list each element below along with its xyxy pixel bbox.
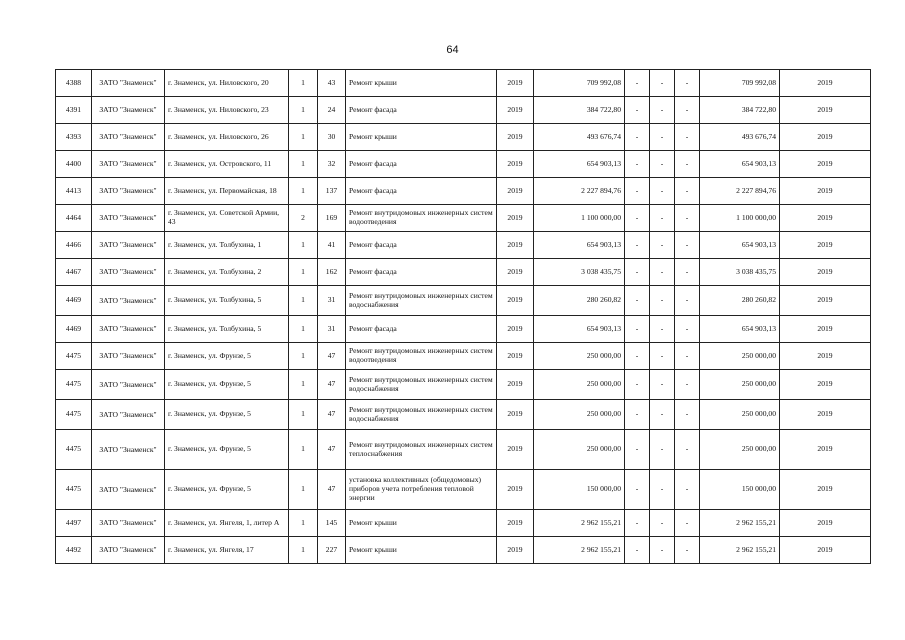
cell-dash-3: - <box>675 286 700 316</box>
plan-year: 2019 <box>497 97 534 124</box>
total-cost: 280 260,82 <box>700 286 780 316</box>
work-cost: 280 260,82 <box>534 286 625 316</box>
repair-year: 2019 <box>780 510 871 537</box>
cell-dash-3: - <box>675 232 700 259</box>
cell-dash-3: - <box>675 178 700 205</box>
row-number: 4469 <box>56 316 92 343</box>
table-row <box>56 97 871 124</box>
cell-dash-1: - <box>625 232 650 259</box>
municipality: ЗАТО "Знаменск" <box>92 232 165 259</box>
total-cost: 709 992,08 <box>700 70 780 97</box>
table-row <box>56 286 871 316</box>
work-type: Ремонт фасада <box>346 151 497 178</box>
table-row <box>56 232 871 259</box>
cell-dash-2: - <box>650 97 675 124</box>
cell-dash-3: - <box>675 343 700 370</box>
cell-dash-2: - <box>650 151 675 178</box>
repair-year: 2019 <box>780 286 871 316</box>
cell-dash-1: - <box>625 510 650 537</box>
work-type: установка коллективных (общедомовых) приборов учета потребления тепловой энергии <box>346 470 497 510</box>
municipality: ЗАТО "Знаменск" <box>92 470 165 510</box>
cell-dash-1: - <box>625 259 650 286</box>
repair-program-table <box>55 69 871 564</box>
repair-year: 2019 <box>780 70 871 97</box>
cell-dash-2: - <box>650 400 675 430</box>
table-row <box>56 510 871 537</box>
cell-dash-1: - <box>625 124 650 151</box>
page-number: 64 <box>446 44 459 56</box>
municipality: ЗАТО "Знаменск" <box>92 205 165 232</box>
row-number: 4469 <box>56 286 92 316</box>
address: г. Знаменск, ул. Янгеля, 1, литер А <box>165 510 289 537</box>
house-count: 1 <box>289 343 318 370</box>
row-number: 4413 <box>56 178 92 205</box>
address: г. Знаменск, ул. Фрунзе, 5 <box>165 343 289 370</box>
total-cost: 250 000,00 <box>700 400 780 430</box>
table-row <box>56 537 871 564</box>
address: г. Знаменск, ул. Первомайская, 18 <box>165 178 289 205</box>
plan-year: 2019 <box>497 178 534 205</box>
repair-year: 2019 <box>780 124 871 151</box>
work-type: Ремонт крыши <box>346 510 497 537</box>
cell-dash-3: - <box>675 124 700 151</box>
work-type: Ремонт фасада <box>346 178 497 205</box>
plan-year: 2019 <box>497 510 534 537</box>
row-number: 4475 <box>56 470 92 510</box>
work-cost: 2 962 155,21 <box>534 537 625 564</box>
municipality: ЗАТО "Знаменск" <box>92 259 165 286</box>
work-type: Ремонт фасада <box>346 316 497 343</box>
work-cost: 2 962 155,21 <box>534 510 625 537</box>
municipality: ЗАТО "Знаменск" <box>92 343 165 370</box>
table-row <box>56 151 871 178</box>
work-type: Ремонт крыши <box>346 124 497 151</box>
address: г. Знаменск, ул. Толбухина, 2 <box>165 259 289 286</box>
total-cost: 654 903,13 <box>700 232 780 259</box>
row-number: 4391 <box>56 97 92 124</box>
table-body <box>56 70 871 564</box>
apartment-count: 162 <box>318 259 346 286</box>
work-type: Ремонт внутридомовых инженерных систем водоснабжения <box>346 370 497 400</box>
cell-dash-1: - <box>625 470 650 510</box>
address: г. Знаменск, ул. Толбухина, 5 <box>165 286 289 316</box>
work-cost: 250 000,00 <box>534 343 625 370</box>
cell-dash-3: - <box>675 259 700 286</box>
repair-year: 2019 <box>780 151 871 178</box>
address: г. Знаменск, ул. Янгеля, 17 <box>165 537 289 564</box>
total-cost: 2 962 155,21 <box>700 537 780 564</box>
house-count: 1 <box>289 124 318 151</box>
cell-dash-2: - <box>650 70 675 97</box>
municipality: ЗАТО "Знаменск" <box>92 400 165 430</box>
cell-dash-3: - <box>675 510 700 537</box>
cell-dash-3: - <box>675 400 700 430</box>
total-cost: 654 903,13 <box>700 316 780 343</box>
plan-year: 2019 <box>497 343 534 370</box>
plan-year: 2019 <box>497 537 534 564</box>
house-count: 1 <box>289 430 318 470</box>
total-cost: 384 722,80 <box>700 97 780 124</box>
row-number: 4464 <box>56 205 92 232</box>
repair-year: 2019 <box>780 470 871 510</box>
cell-dash-1: - <box>625 343 650 370</box>
house-count: 1 <box>289 470 318 510</box>
address: г. Знаменск, ул. Толбухина, 5 <box>165 316 289 343</box>
row-number: 4492 <box>56 537 92 564</box>
work-cost: 1 100 000,00 <box>534 205 625 232</box>
house-count: 1 <box>289 70 318 97</box>
cell-dash-3: - <box>675 370 700 400</box>
municipality: ЗАТО "Знаменск" <box>92 286 165 316</box>
work-cost: 250 000,00 <box>534 370 625 400</box>
cell-dash-1: - <box>625 430 650 470</box>
row-number: 4475 <box>56 400 92 430</box>
cell-dash-1: - <box>625 370 650 400</box>
table-row <box>56 430 871 470</box>
apartment-count: 47 <box>318 343 346 370</box>
work-type: Ремонт внутридомовых инженерных систем теплоснабжения <box>346 430 497 470</box>
house-count: 2 <box>289 205 318 232</box>
cell-dash-3: - <box>675 70 700 97</box>
cell-dash-3: - <box>675 205 700 232</box>
cell-dash-2: - <box>650 205 675 232</box>
house-count: 1 <box>289 97 318 124</box>
table-row <box>56 124 871 151</box>
municipality: ЗАТО "Знаменск" <box>92 316 165 343</box>
work-cost: 3 038 435,75 <box>534 259 625 286</box>
house-count: 1 <box>289 286 318 316</box>
table-row <box>56 70 871 97</box>
house-count: 1 <box>289 510 318 537</box>
repair-year: 2019 <box>780 97 871 124</box>
row-number: 4475 <box>56 430 92 470</box>
row-number: 4475 <box>56 343 92 370</box>
plan-year: 2019 <box>497 316 534 343</box>
municipality: ЗАТО "Знаменск" <box>92 97 165 124</box>
work-type: Ремонт фасада <box>346 232 497 259</box>
address: г. Знаменск, ул. Толбухина, 1 <box>165 232 289 259</box>
house-count: 1 <box>289 178 318 205</box>
apartment-count: 169 <box>318 205 346 232</box>
house-count: 1 <box>289 400 318 430</box>
cell-dash-3: - <box>675 151 700 178</box>
cell-dash-2: - <box>650 178 675 205</box>
address: г. Знаменск, ул. Фрунзе, 5 <box>165 400 289 430</box>
cell-dash-3: - <box>675 430 700 470</box>
total-cost: 3 038 435,75 <box>700 259 780 286</box>
work-cost: 654 903,13 <box>534 232 625 259</box>
repair-year: 2019 <box>780 370 871 400</box>
cell-dash-3: - <box>675 470 700 510</box>
total-cost: 493 676,74 <box>700 124 780 151</box>
house-count: 1 <box>289 259 318 286</box>
apartment-count: 47 <box>318 400 346 430</box>
work-cost: 150 000,00 <box>534 470 625 510</box>
work-cost: 250 000,00 <box>534 430 625 470</box>
cell-dash-1: - <box>625 537 650 564</box>
row-number: 4388 <box>56 70 92 97</box>
plan-year: 2019 <box>497 286 534 316</box>
cell-dash-3: - <box>675 97 700 124</box>
plan-year: 2019 <box>497 370 534 400</box>
repair-year: 2019 <box>780 232 871 259</box>
municipality: ЗАТО "Знаменск" <box>92 70 165 97</box>
repair-year: 2019 <box>780 343 871 370</box>
repair-year: 2019 <box>780 178 871 205</box>
table-row <box>56 316 871 343</box>
row-number: 4466 <box>56 232 92 259</box>
plan-year: 2019 <box>497 70 534 97</box>
repair-year: 2019 <box>780 205 871 232</box>
house-count: 1 <box>289 537 318 564</box>
apartment-count: 47 <box>318 430 346 470</box>
plan-year: 2019 <box>497 205 534 232</box>
apartment-count: 30 <box>318 124 346 151</box>
municipality: ЗАТО "Знаменск" <box>92 537 165 564</box>
apartment-count: 31 <box>318 286 346 316</box>
row-number: 4400 <box>56 151 92 178</box>
total-cost: 250 000,00 <box>700 370 780 400</box>
municipality: ЗАТО "Знаменск" <box>92 510 165 537</box>
work-cost: 2 227 894,76 <box>534 178 625 205</box>
cell-dash-1: - <box>625 178 650 205</box>
table-row <box>56 370 871 400</box>
address: г. Знаменск, ул. Фрунзе, 5 <box>165 430 289 470</box>
house-count: 1 <box>289 316 318 343</box>
plan-year: 2019 <box>497 232 534 259</box>
address: г. Знаменск, ул. Фрунзе, 5 <box>165 470 289 510</box>
work-type: Ремонт фасада <box>346 97 497 124</box>
total-cost: 654 903,13 <box>700 151 780 178</box>
table-row <box>56 400 871 430</box>
apartment-count: 31 <box>318 316 346 343</box>
address: г. Знаменск, ул. Ниловского, 26 <box>165 124 289 151</box>
repair-year: 2019 <box>780 400 871 430</box>
cell-dash-2: - <box>650 259 675 286</box>
row-number: 4497 <box>56 510 92 537</box>
apartment-count: 227 <box>318 537 346 564</box>
municipality: ЗАТО "Знаменск" <box>92 151 165 178</box>
cell-dash-2: - <box>650 286 675 316</box>
total-cost: 250 000,00 <box>700 430 780 470</box>
work-cost: 654 903,13 <box>534 151 625 178</box>
repair-year: 2019 <box>780 537 871 564</box>
cell-dash-2: - <box>650 510 675 537</box>
address: г. Знаменск, ул. Ниловского, 20 <box>165 70 289 97</box>
house-count: 1 <box>289 151 318 178</box>
apartment-count: 137 <box>318 178 346 205</box>
municipality: ЗАТО "Знаменск" <box>92 370 165 400</box>
cell-dash-2: - <box>650 537 675 564</box>
work-cost: 709 992,08 <box>534 70 625 97</box>
row-number: 4393 <box>56 124 92 151</box>
table-row <box>56 259 871 286</box>
plan-year: 2019 <box>497 259 534 286</box>
row-number: 4467 <box>56 259 92 286</box>
repair-year: 2019 <box>780 316 871 343</box>
cell-dash-1: - <box>625 97 650 124</box>
cell-dash-1: - <box>625 205 650 232</box>
apartment-count: 47 <box>318 470 346 510</box>
work-cost: 654 903,13 <box>534 316 625 343</box>
apartment-count: 32 <box>318 151 346 178</box>
row-number: 4475 <box>56 370 92 400</box>
plan-year: 2019 <box>497 124 534 151</box>
work-type: Ремонт внутридомовых инженерных систем водоснабжения <box>346 400 497 430</box>
table-row <box>56 205 871 232</box>
plan-year: 2019 <box>497 430 534 470</box>
cell-dash-2: - <box>650 124 675 151</box>
work-type: Ремонт внутридомовых инженерных систем водоотведения <box>346 205 497 232</box>
plan-year: 2019 <box>497 470 534 510</box>
house-count: 1 <box>289 232 318 259</box>
cell-dash-1: - <box>625 400 650 430</box>
repair-year: 2019 <box>780 430 871 470</box>
cell-dash-3: - <box>675 537 700 564</box>
repair-year: 2019 <box>780 259 871 286</box>
municipality: ЗАТО "Знаменск" <box>92 430 165 470</box>
municipality: ЗАТО "Знаменск" <box>92 124 165 151</box>
cell-dash-2: - <box>650 316 675 343</box>
cell-dash-2: - <box>650 232 675 259</box>
cell-dash-1: - <box>625 70 650 97</box>
total-cost: 150 000,00 <box>700 470 780 510</box>
plan-year: 2019 <box>497 400 534 430</box>
work-type: Ремонт фасада <box>346 259 497 286</box>
apartment-count: 41 <box>318 232 346 259</box>
cell-dash-1: - <box>625 316 650 343</box>
apartment-count: 43 <box>318 70 346 97</box>
cell-dash-3: - <box>675 316 700 343</box>
total-cost: 250 000,00 <box>700 343 780 370</box>
table-row <box>56 343 871 370</box>
house-count: 1 <box>289 370 318 400</box>
table-row <box>56 470 871 510</box>
cell-dash-2: - <box>650 343 675 370</box>
work-type: Ремонт внутридомовых инженерных систем водоснабжения <box>346 286 497 316</box>
address: г. Знаменск, ул. Фрунзе, 5 <box>165 370 289 400</box>
address: г. Знаменск, ул. Островского, 11 <box>165 151 289 178</box>
cell-dash-2: - <box>650 370 675 400</box>
address: г. Знаменск, ул. Советской Армии, 43 <box>165 205 289 232</box>
address: г. Знаменск, ул. Ниловского, 23 <box>165 97 289 124</box>
cell-dash-1: - <box>625 151 650 178</box>
plan-year: 2019 <box>497 151 534 178</box>
work-cost: 384 722,80 <box>534 97 625 124</box>
work-type: Ремонт крыши <box>346 70 497 97</box>
table-row <box>56 178 871 205</box>
work-type: Ремонт внутридомовых инженерных систем водоотведения <box>346 343 497 370</box>
apartment-count: 47 <box>318 370 346 400</box>
cell-dash-2: - <box>650 470 675 510</box>
total-cost: 2 227 894,76 <box>700 178 780 205</box>
total-cost: 1 100 000,00 <box>700 205 780 232</box>
work-cost: 250 000,00 <box>534 400 625 430</box>
apartment-count: 145 <box>318 510 346 537</box>
cell-dash-2: - <box>650 430 675 470</box>
total-cost: 2 962 155,21 <box>700 510 780 537</box>
municipality: ЗАТО "Знаменск" <box>92 178 165 205</box>
apartment-count: 24 <box>318 97 346 124</box>
work-type: Ремонт крыши <box>346 537 497 564</box>
cell-dash-1: - <box>625 286 650 316</box>
work-cost: 493 676,74 <box>534 124 625 151</box>
